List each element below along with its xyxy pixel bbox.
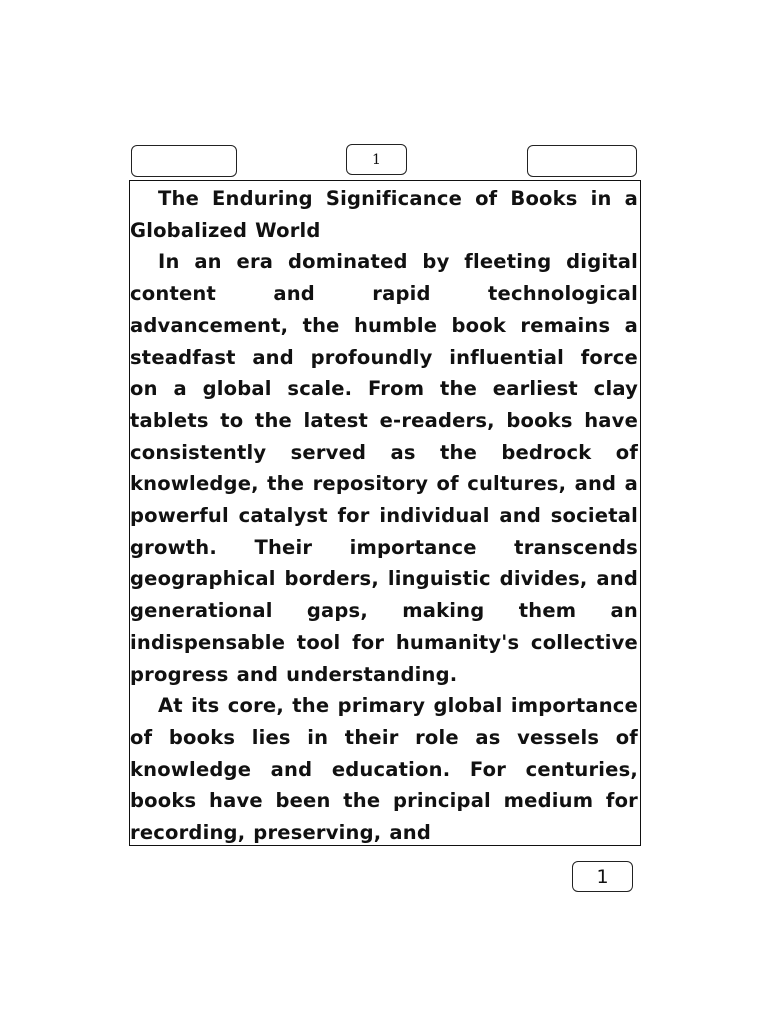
paragraph-2: At its core, the primary global importance of books lies in their role as vessels of knowledge and education. For centuries, books have been the principal medium for recording, preserving, and [130,694,638,845]
header-right-box [527,145,637,177]
document-body [130,181,640,846]
footer-page-number: 1 [572,861,633,892]
content-frame [129,180,641,846]
header-page-marker: 1 [346,144,407,175]
paragraph-1: In an era dominated by fleeting digital content and rapid technological advancement, the humble book remains a steadfast and profoundly influential force on a global scale. From the earliest clay tablets to the latest e-readers, books have consistently served as the bedrock of knowledge, the repository of cultures, and a powerful catalyst for individual and societal growth. Their importance transcends geographical borders, linguistic divides, and generational gaps, making them an indispensable tool for humanity's collective progress and understanding. [130,250,638,686]
document-title: The Enduring Significance of Books in a Globalized World [130,187,638,242]
header-left-box [131,145,237,177]
